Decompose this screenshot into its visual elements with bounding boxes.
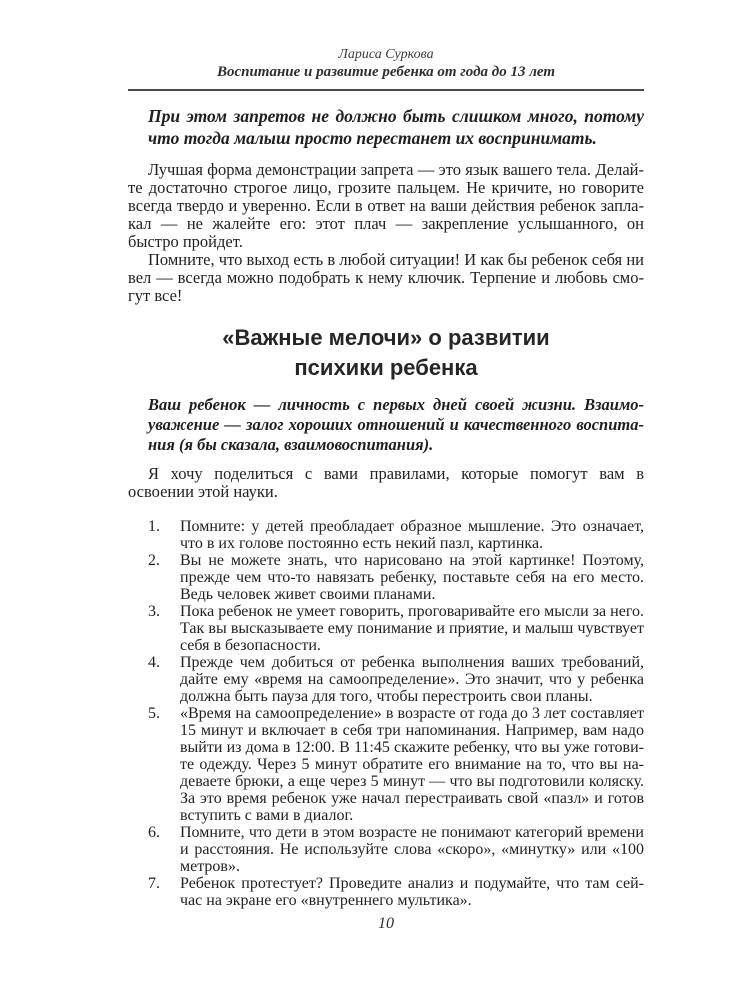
list-item-text: Помните, что дети в этом возрасте не понимают категорий времени и расстояния. Не используйте слова «скоро», «минутку» или «100 метров». xyxy=(180,823,644,875)
list-item-number: 6. xyxy=(148,823,160,841)
list-item xyxy=(148,552,644,603)
list-item-number: 5. xyxy=(148,704,160,722)
list-item-text: Прежде чем добиться от ребенка выполнения ваших требований, дайте ему «время на самоопределение». Это значит, что у ребенка должна быть пауза для того, чтобы перестроить свои планы. xyxy=(180,653,644,705)
list-item-number: 7. xyxy=(148,874,160,892)
chapter-heading xyxy=(128,323,644,383)
list-item-number: 2. xyxy=(148,551,160,569)
body-paragraph-1: Лучшая форма демонстрации запрета — это язык вашего тела. Делайте достаточно строгое лицо, грозите пальцем. Не кричите, но говорите всегда твердо и уверенно. Если в ответ на ваши действия ребенок заплакал — не жалейте его: этот плач — закрепление услышанного, он быстро пройдет. xyxy=(128,160,644,251)
list-item xyxy=(148,654,644,705)
list-item xyxy=(148,705,644,824)
chapter-heading-line-2: психики ребенка xyxy=(294,355,478,380)
list-item xyxy=(148,875,644,909)
list-item-text: «Время на самоопределение» в возрасте от года до 3 лет составляет 15 минут и включает в себя три напоминания. Например, вам надо выйти из дома в 12:00. В 11:45 скажите ребенку, что вы уже готовите одежду. Через 5 минут обратите его внимание на то, что вы надеваете брюки, а еще через 5 минут — что вы подготовили коляску. За это время ребенок уже начал перестраивать свой «пазл» и готов вступить с вами в диалог. xyxy=(180,704,644,824)
list-item xyxy=(148,603,644,654)
list-item-number: 1. xyxy=(148,517,160,535)
list-item-text: Вы не можете знать, что нарисовано на этой картинке! Поэтому, прежде чем что-то навязать ребенку, поставьте себя на его место. Ведь человек живет своими планами. xyxy=(180,551,644,603)
list-item-number: 3. xyxy=(148,602,160,620)
rules-list xyxy=(148,518,644,909)
lead-quote: При этом запретов не должно быть слишком много, потому что тогда малыш просто перестанет их воспринимать. xyxy=(148,106,644,148)
chapter-epigraph: Ваш ребенок — личность с первых дней своей жизни. Взаимоуважение — залог хороших отношений и качественного воспитания (я бы сказала, взаимовоспитания). xyxy=(148,395,644,454)
body-paragraph-2: Помните, что выход есть в любой ситуации! И как бы ребенок себя ни вел — всегда можно подобрать к нему ключик. Терпение и любовь смогут все! xyxy=(128,250,644,305)
list-item-number: 4. xyxy=(148,653,160,671)
book-title: Воспитание и развитие ребенка от года до 13 лет xyxy=(216,64,556,80)
author-name: Лариса Суркова xyxy=(338,47,434,62)
list-item xyxy=(148,824,644,875)
intro-paragraph: Я хочу поделиться с вами правилами, которые помогут вам в освоении этой науки. xyxy=(128,464,644,501)
chapter-heading-line-1: «Важные мелочи» о развитии xyxy=(222,325,550,350)
list-item-text: Пока ребенок не умеет говорить, проговаривайте его мысли за него. Так вы высказываете ему понимание и приятие, и малыш чувствует себя в безопасности. xyxy=(180,602,644,654)
page-number: 10 xyxy=(378,914,394,932)
list-item-text: Ребенок протестует? Проведите анализ и подумайте, что там сейчас на экране его «внутреннего мультика». xyxy=(180,874,644,909)
list-item xyxy=(148,518,644,552)
running-header xyxy=(128,46,644,91)
list-item-text: Помните: у детей преобладает образное мышление. Это означает, что в их голове постоянно есть некий пазл, картинка. xyxy=(180,517,644,552)
